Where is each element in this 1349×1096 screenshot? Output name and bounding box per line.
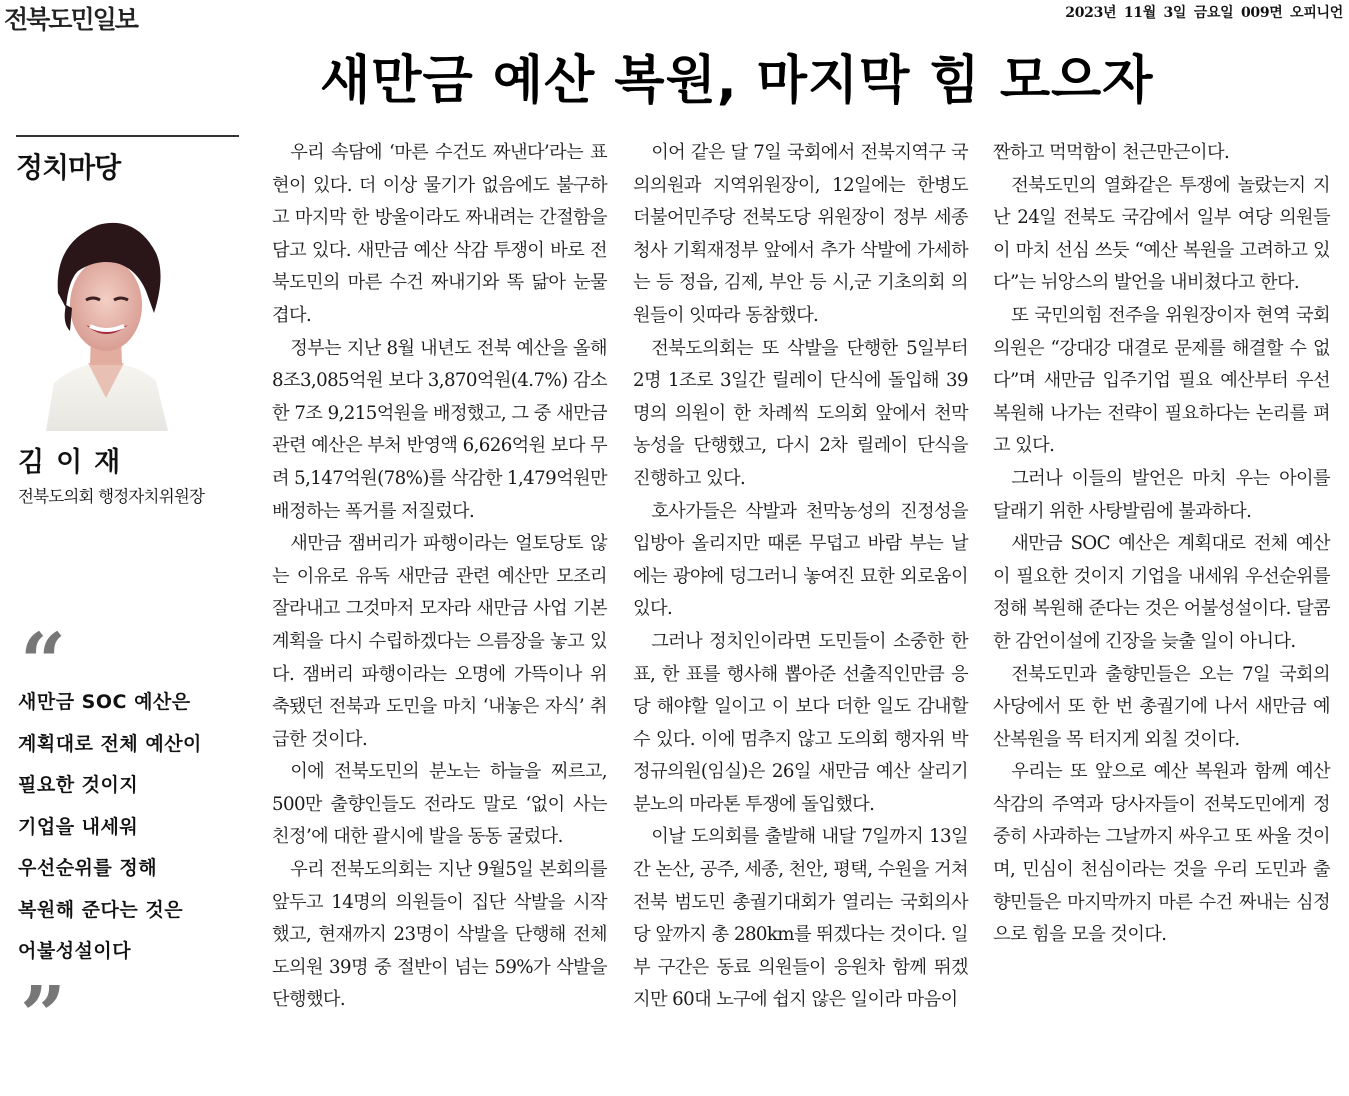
article-paragraph: 전북도의회는 또 삭발을 단행한 5일부터 2명 1조로 3일간 릴레이 단식에 돌입해 39명의 의원이 한 차례씩 도의회 앞에서 천막농성을 단행했고, 다시 2차 릴레이 단식을 진행하고 있다.: [633, 337, 968, 489]
pull-quote-line: 우선순위를 정해: [18, 857, 158, 879]
pull-quote-line: 기업을 내세워: [18, 815, 139, 838]
section-label: 정치마당: [16, 151, 121, 184]
pull-quote-line: 계획대로 전체 예산이: [18, 732, 202, 755]
author-photo: [36, 213, 176, 431]
open-quote-icon: “: [20, 615, 67, 709]
article-paragraph: 호사가들은 삭발과 천막농성의 진정성을 입방아 올리지만 때론 무덥고 바람 부는 날에는 광야에 덩그러니 놓여진 묘한 외로움이 있다.: [633, 500, 968, 620]
article-paragraph: 우리 전북도의회는 지난 9월5일 본회의를 앞두고 14명의 의원들이 집단 삭발을 시작했고, 현재까지 23명이 삭발을 단행해 전체 도의원 39명 중 절반이 넘는 59%가 삭발을 단행했다.: [272, 859, 607, 1011]
article-paragraph: 그러나 이들의 발언은 마치 우는 아이를 달래기 위한 사탕발림에 불과하다.: [993, 467, 1330, 522]
article-paragraph: 이어 같은 달 7일 국회에서 전북지역구 국의의원과 지역위원장이, 12일에는 한병도 더불어민주당 전북도당 위원장이 정부 세종청사 기획재정부 앞에서 추가 삭발에 가세하는 등 정읍, 김제, 부안 등 시,군 기초의회 의원들이 잇따라 동참했다.: [633, 142, 968, 326]
article-paragraph: 또 국민의힘 전주을 위원장이자 현역 국회의원은 “강대강 대결로 문제를 해결할 수 없다”며 새만금 입주기업 필요 예산부터 우선 복원해 나가는 전략이 필요하다는 논리를 펴고 있다.: [993, 304, 1330, 457]
author-title: 전북도의회 행정자치위원장: [18, 487, 205, 506]
newspaper-masthead: 전북도민일보: [4, 5, 137, 34]
article-paragraph: 전북도민과 출향민들은 오는 7일 국회의사당에서 또 한 번 총궐기에 나서 새만금 예산복원을 목 터지게 외칠 것이다.: [993, 663, 1330, 750]
article-paragraph: 전북도민의 열화같은 투쟁에 놀랐는지 지난 24일 전북도 국감에서 일부 여당 의원들이 마치 선심 쓰듯 “예산 복원을 고려하고 있다”는 뉘앙스의 발언을 내비쳤다고 한다.: [993, 174, 1330, 294]
section-divider: [16, 135, 239, 137]
article-paragraph: 정부는 지난 8월 내년도 전북 예산을 올해 8조3,085억원 보다 3,870억원(4.7%) 감소한 7조 9,215억원을 배정했고, 그 중 새만금 관련 예산은 부처 반영액 6,626억원 보다 무려 5,147억원(78%)를 삭감한 1,479억원만 배정하는 폭거를 저질렀다.: [272, 337, 607, 522]
close-quote-icon: ”: [20, 968, 67, 1062]
pull-quote-line: 복원해 준다는 것은: [18, 898, 184, 921]
article-paragraph: 새만금 SOC 예산은 계획대로 전체 예산이 필요한 것이지 기업을 내세워 우선순위를 정해 복원해 준다는 것은 어불성설이다. 달콤한 감언이설에 긴장을 늦출 일이 아니다.: [993, 533, 1330, 652]
article-paragraph: 새만금 잼버리가 파행이라는 얼토당토 않는 이유로 유독 새만금 관련 예산만 모조리 잘라내고 그것마저 모자라 새만금 사업 기본 계획을 다시 수립하겠다는 으름장을 놓고 있다. 잼버리 파행이라는 오명에 가뜩이나 위축됐던 전북과 도민을 마치 ‘내놓은 자식’ 취급한 것이다.: [272, 533, 607, 750]
article-paragraph: 우리는 또 앞으로 예산 복원과 함께 예산 삭감의 주역과 당사자들이 전북도민에게 정중히 사과하는 그날까지 싸우고 또 싸울 것이며, 민심이 천심이라는 것을 우리 도민과 출향민들은 마지막까지 마른 수건 짜내는 심정으로 힘을 모을 것이다.: [993, 761, 1330, 946]
pull-quote-line: 필요한 것이지: [18, 774, 139, 796]
article-column-1: [272, 137, 607, 1017]
article-paragraph: 이날 도의회를 출발해 내달 7일까지 13일간 논산, 공주, 세종, 천안, 평택, 수원을 거쳐 전북 범도민 총궐기대회가 열리는 국회의사당 앞까지 총 280km를 뛰겠다는 것이다. 일부 구간은 동료 의원들이 응원차 함께 뛰겠지만 60대 노구에 쉽지 않은 일이라 마음이: [633, 826, 968, 1011]
publication-dateline: 2023년 11월 3일 금요일 009면 오피니언: [1065, 5, 1343, 21]
article-paragraph-continued: 짠하고 먹먹함이 천근만근이다.: [993, 142, 1230, 163]
article-column-2: [633, 137, 968, 1017]
article-paragraph: 우리 속담에 ‘마른 수건도 짜낸다’라는 표현이 있다. 더 이상 물기가 없음에도 불구하고 마지막 한 방울이라도 짜내려는 간절함을 담고 있다. 새만금 예산 삭감 투쟁이 바로 전북도민의 마른 수건 짜내기와 똑 닮아 눈물겹다.: [272, 142, 607, 326]
article-headline: 새만금 예산 복원, 마지막 힘 모으자: [320, 51, 1154, 111]
article-paragraph: 그러나 정치인이라면 도민들이 소중한 한 표, 한 표를 행사해 뽑아준 선출직인만큼 응당 해야할 일이고 이 보다 더한 일도 감내할 수 있다. 이에 멈추지 않고 도의회 행자위 박정규의원(임실)은 26일 새만금 예산 살리기 분노의 마라톤 투쟁에 돌입했다.: [633, 630, 968, 815]
pull-quote: [18, 682, 202, 973]
pull-quote-line: 어불성설이다: [18, 940, 132, 962]
author-name: 김이재: [18, 447, 133, 478]
pull-quote-line: 새만금 SOC 예산은: [18, 691, 191, 713]
article-paragraph: 이에 전북도민의 분노는 하늘을 찌르고, 500만 출향인들도 전라도 말로 ‘없이 사는 친정’에 대한 괄시에 발을 동동 굴렀다.: [272, 761, 607, 848]
article-column-3: [993, 137, 1330, 952]
author-portrait-image: [36, 213, 176, 431]
